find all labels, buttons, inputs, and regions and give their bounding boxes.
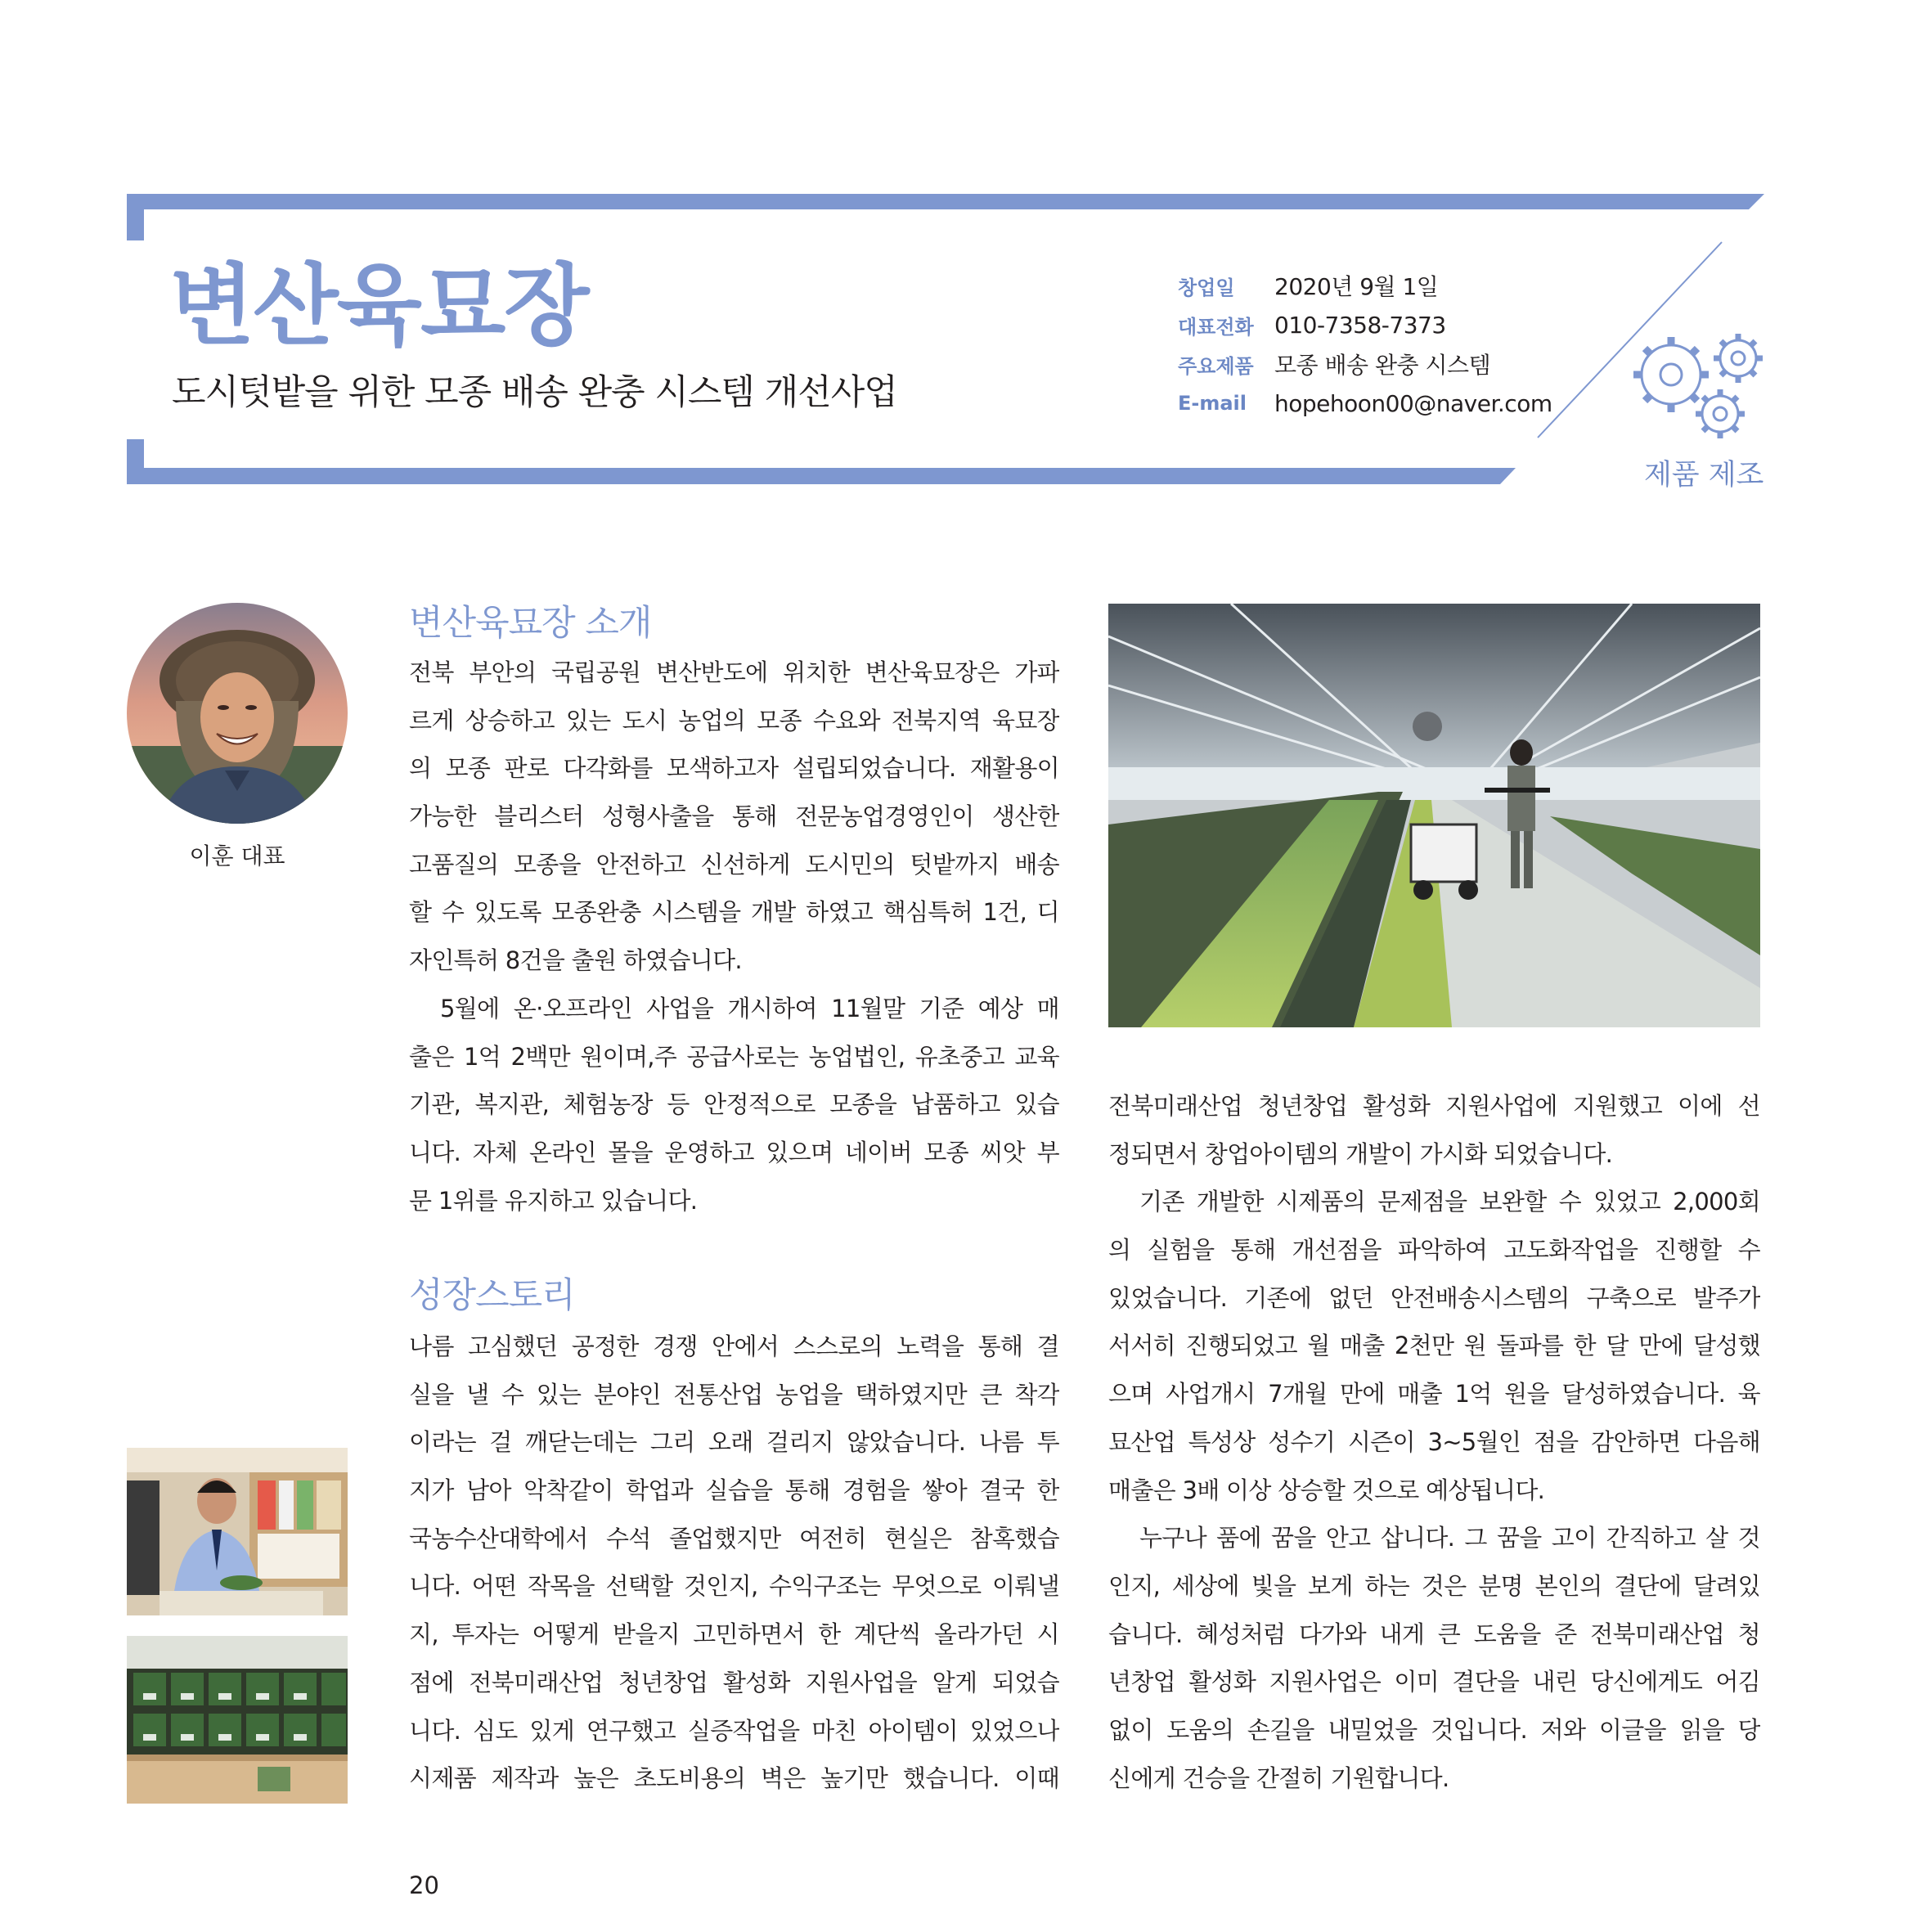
greenhouse-photo [1108,604,1760,1027]
intro-line: 문 1위를 유지하고 있습니다. [409,1186,698,1215]
gears-icon [1615,327,1779,450]
office-photo [127,1448,348,1615]
story-line: 국농수산대학에서 수석 졸업했지만 여전히 현실은 참혹했습 [409,1524,1059,1552]
intro-section-title: 변산육묘장 소개 [409,603,652,644]
intro-line: 자인특허 8건을 출원 하였습니다. [409,946,742,975]
story-line: 이라는 걸 깨닫는데는 그리 오래 걸리지 않았습니다. 나름 투 [409,1428,1059,1457]
info-value: hopehoon00@naver.com [1274,389,1552,417]
header-bottom-bar [127,468,1516,484]
info-row-founded [1178,266,1552,305]
intro-line: 기관, 복지관, 체험농장 등 안정적으로 모종을 납품하고 있습 [409,1090,1059,1119]
story-continued-line: 으며 사업개시 7개월 만에 매출 1억 원을 달성하였습니다. 육 [1108,1380,1760,1409]
story-continued-line: 습니다. 혜성처럼 다가와 내게 큰 도움을 준 전북미래산업 청 [1108,1620,1760,1648]
story-line: 나름 고심했던 공정한 경쟁 안에서 스스로의 노력을 통해 결 [409,1332,1059,1360]
info-label: 주요제품 [1178,354,1254,378]
intro-line: 출은 1억 2백만 원이며,주 공급사로는 농업법인, 유초중고 교육 [409,1042,1059,1071]
story-continued-line: 년창업 활성화 지원사업은 이미 결단을 내린 당신에게도 어김 [1108,1668,1760,1696]
info-row-product [1178,344,1552,384]
info-row-email [1178,384,1552,423]
story-continued-line: 전북미래산업 청년창업 활성화 지원사업에 지원했고 이에 선 [1108,1092,1760,1120]
info-label: 창업일 [1178,276,1235,299]
category-label: 제품 제조 [1644,459,1764,492]
ceo-portrait-photo [127,603,348,824]
intro-line: 르게 상승하고 있는 도시 농업의 모종 수요와 전북지역 육묘장 [409,706,1059,735]
story-line: 니다. 심도 있게 연구했고 실증작업을 마친 아이템이 있었으나 [409,1716,1059,1745]
story-line: 지, 투자는 어떻게 받을지 고민하면서 한 계단씩 올라가던 시 [409,1620,1059,1649]
story-continued-line: 누구나 품에 꿈을 안고 삽니다. 그 꿈을 고이 간직하고 살 것 [1139,1524,1760,1552]
intro-line: 할 수 있도록 모종완충 시스템을 개발 하였고 핵심특허 1건, 디 [409,898,1059,927]
intro-body [409,649,1059,1224]
story-line: 실을 낼 수 있는 분야인 전통산업 농업을 택하였지만 큰 착각 [409,1380,1059,1409]
intro-line: 5월에 온·오프라인 사업을 개시하여 11월말 기준 예상 매 [440,994,1059,1022]
story-line: 시제품 제작과 높은 초도비용의 벽은 높기만 했습니다. 이때 [409,1764,1059,1793]
story-line: 니다. 어떤 작목을 선택할 것인지, 수익구조는 무엇으로 이뤄낼 [409,1572,1059,1601]
intro-line: 니다. 자체 온라인 몰을 운영하고 있으며 네이버 모종 씨앗 부 [409,1138,1059,1166]
intro-line: 고품질의 모종을 안전하고 신선하게 도시민의 텃밭까지 배송 [409,850,1059,878]
story-line: 점에 전북미래산업 청년창업 활성화 지원사업을 알게 되었습 [409,1668,1059,1696]
header-top-bar [127,194,1764,209]
header-left-top-bracket [127,194,144,240]
story-continued-line: 서서히 진행되었고 월 매출 2천만 원 돌파를 한 달 만에 달성했 [1108,1332,1760,1360]
story-continued-line: 의 실험을 통해 개선점을 파악하여 고도화작업을 진행할 수 [1108,1236,1760,1265]
header-left-bottom-bracket [127,439,144,484]
seedling-shelf-photo [127,1636,348,1804]
story-section-title: 성장스토리 [409,1275,575,1316]
story-continued-line: 인지, 세상에 빛을 보게 하는 것은 분명 본인의 결단에 달려있 [1108,1571,1760,1600]
story-continued-line: 있었습니다. 기존에 없던 안전배송시스템의 구축으로 발주가 [1108,1283,1760,1312]
info-row-phone [1178,305,1552,344]
info-label: E-mail [1178,392,1247,415]
story-continued-line: 없이 도움의 손길을 내밀었을 것입니다. 저와 이글을 읽을 당 [1108,1715,1760,1744]
story-continued-line: 매출은 3배 이상 상승할 것으로 예상됩니다. [1108,1476,1545,1504]
page-number: 20 [409,1871,439,1899]
company-title: 변산육묘장 [169,255,588,357]
project-subtitle: 도시텃밭을 위한 모종 배송 완충 시스템 개선사업 [172,372,897,413]
intro-line: 전북 부안의 국립공원 변산반도에 위치한 변산육묘장은 가파 [409,658,1059,686]
intro-line: 가능한 블리스터 성형사출을 통해 전문농업경영인이 생산한 [409,802,1059,831]
info-value: 010-7358-7373 [1274,311,1446,339]
info-label: 대표전화 [1178,315,1254,339]
story-line: 지가 남아 악착같이 학업과 실습을 통해 경험을 쌓아 결국 한 [409,1476,1059,1505]
story-body [409,1323,1059,1803]
story-continued-body [1108,1082,1760,1802]
ceo-caption: 이훈 대표 [189,842,285,869]
story-continued-line: 정되면서 창업아이템의 개발이 가시화 되었습니다. [1108,1139,1613,1168]
story-continued-line: 기존 개발한 시제품의 문제점을 보완할 수 있었고 2,000회 [1139,1188,1760,1216]
story-continued-line: 묘산업 특성상 성수기 시즌이 3~5월인 점을 감안하면 다음해 [1108,1427,1760,1456]
company-info-table [1178,266,1552,423]
story-continued-line: 신에게 건승을 간절히 기원합니다. [1108,1764,1449,1792]
info-value: 모종 배송 완충 시스템 [1274,352,1491,379]
intro-line: 의 모종 판로 다각화를 모색하고자 설립되었습니다. 재활용이 [409,754,1059,783]
info-value: 2020년 9월 1일 [1274,273,1439,300]
